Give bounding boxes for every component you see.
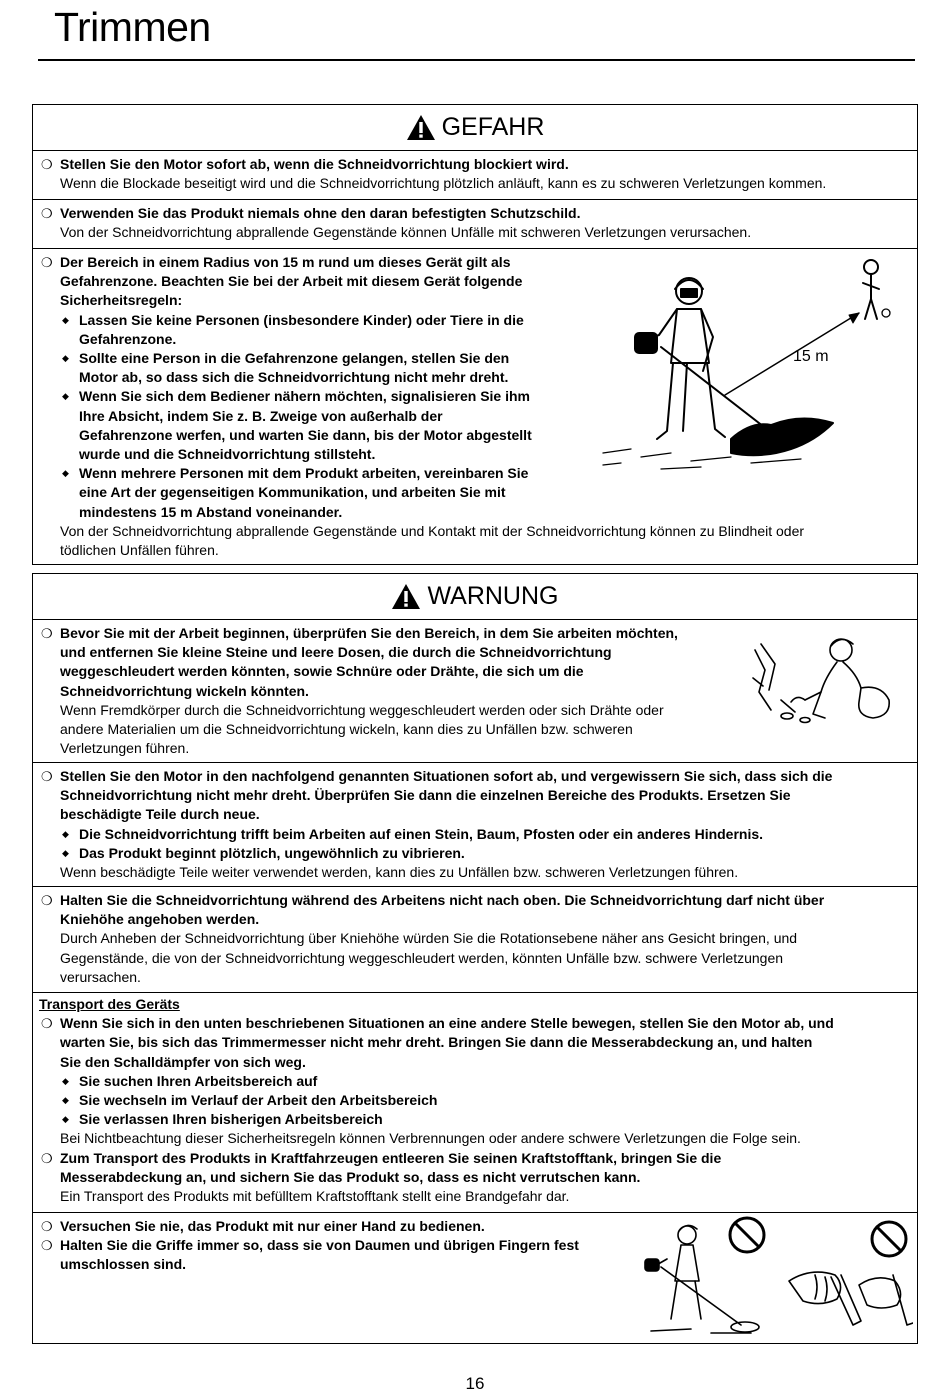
- warning-heading: [33, 574, 917, 620]
- circle-bullet-icon: ❍: [41, 893, 53, 908]
- sub-item: ◆ Das Produkt beginnt plötzlich, ungewöhnlich zu vibrieren.: [60, 844, 911, 863]
- diamond-bullet-icon: ◆: [62, 468, 69, 479]
- warning-box: [32, 573, 918, 1344]
- debris-cleanup-illustration: [751, 630, 901, 726]
- diamond-bullet-icon: ◆: [62, 314, 69, 325]
- sub-item: ◆ Wenn mehrere Personen mit dem Produkt arbeiten, vereinbaren Sie eine Art der gegenseitigen Kommunikation, und arbeiten Sie mit mindestens 15 m Abstand voneinander.: [62, 465, 529, 520]
- circle-bullet-icon: ❍: [41, 206, 53, 221]
- danger-item: ❍ Der Bereich in einem Radius von 15 m rund um dieses Gerät gilt als Gefahrenzone. Beachten Sie bei der Arbeit mit diesem Gerät folgende Sicherheitsregeln: ◆ Lassen Sie keine Personen (insbesondere Kinder) oder Tiere in die Gefahrenzone. ◆ Sollte eine Person in die Gefahrenzone gelangen, stellen Sie den Motor ab, so dass sich die Schneidvorrichtung nicht mehr dreht. ◆ Wenn Sie sich dem Bediener nähern möchten, signalisieren Sie ihm Ihre Absicht, indem Sie z. B. Zweige von außerhalb der Gefahrenzone werfen, und warten Sie dann, bis der Motor abgestellt wurde und die Schneidvorrichtung stillsteht. ◆ Wenn mehrere Personen mit dem Produkt arbeiten, vereinbaren Sie eine Art der gegenseitigen Kommunikation, und arbeiten Sie mit mindestens 15 m Abstand voneinander. Von der Schneidvorrichtung abprallende Gegenstände und Kontakt mit der Schneidvorrichtung können zu Blindheit oder tödlichen Unfällen führen. 15 m: [33, 249, 917, 565]
- grip-illustration: [631, 1215, 913, 1339]
- circle-bullet-icon: ❍: [41, 1016, 53, 1032]
- circle-bullet-icon: ❍: [41, 1238, 53, 1254]
- circle-bullet-icon: ❍: [41, 157, 53, 172]
- distance-label: 15 m: [793, 348, 829, 365]
- circle-bullet-icon: ❍: [41, 1150, 53, 1166]
- warning-heading-text: WARNUNG: [427, 582, 559, 610]
- diamond-bullet-icon: ◆: [62, 353, 69, 364]
- circle-bullet-icon: ❍: [41, 255, 53, 270]
- page-number: 16: [465, 1374, 485, 1393]
- danger-zone-illustration: [601, 253, 906, 478]
- sub-item: ◆ Wenn Sie sich dem Bediener nähern möchten, signalisieren Sie ihm Ihre Absicht, indem Sie z. B. Zweige von außerhalb der Gefahrenzone werfen, und warten Sie dann, bis der Motor abgestellt wurde und die Schneidvorrichtung stillsteht.: [62, 388, 532, 463]
- danger-heading-text: GEFAHR: [441, 113, 545, 141]
- warning-item: ❍ Stellen Sie den Motor in den nachfolgend genannten Situationen sofort ab, und vergewissern Sie sich, dass sich die Schneidvorrichtung nicht mehr dreht. Überprüfen Sie dann die einzelnen Bereiche des Produkts. Ersetzen Sie beschädigte Teile durch neue. ◆ Die Schneidvorrichtung trifft beim Arbeiten auf einen Stein, Baum, Pfosten oder ein anderes Hindernis. ◆ Das Produkt beginnt plötzlich, ungewöhnlich zu vibrieren. Wenn beschädigte Teile weiter verwendet werden, kann dies zu Unfällen bzw. schweren Verletzungen führen.: [33, 763, 917, 887]
- sub-item: ◆ Die Schneidvorrichtung trifft beim Arbeiten auf einen Stein, Baum, Pfosten oder ein anderes Hindernis.: [60, 825, 911, 844]
- danger-box: [32, 104, 918, 565]
- warning-item: ❍ Bevor Sie mit der Arbeit beginnen, überprüfen Sie den Bereich, in dem Sie arbeiten möchten, und entfernen Sie kleine Steine und leere Dosen, die durch die Schneidvorrichtung weggeschleudert werden könnten, sowie Schnüre oder Drähte, die sich um die Schneidvorrichtung wickeln könnten. Wenn Fremdkörper durch die Schneidvorrichtung weggeschleudert werden oder sich Drähte oder andere Materialien um die Schneidvorrichtung wickeln, kann dies zu Unfällen bzw. schweren Verletzungen führen.: [33, 620, 917, 763]
- warning-triangle-icon: [391, 583, 421, 610]
- danger-item: ❍ Stellen Sie den Motor sofort ab, wenn die Schneidvorrichtung blockiert wird. Wenn die Blockade beseitigt wird und die Schneidvorrichtung plötzlich anläuft, kann es zu schweren Verletzungen kommen.: [33, 151, 917, 200]
- diamond-bullet-icon: ◆: [62, 1075, 69, 1086]
- danger-heading: [33, 105, 917, 151]
- prohibited-icon: [730, 1218, 764, 1252]
- warning-item-transport: Transport des Geräts ❍ Wenn Sie sich in den unten beschriebenen Situationen an eine andere Stelle bewegen, stellen Sie den Motor ab, und warten Sie, bis sich das Trimmermesser nicht mehr dreht. Bringen Sie dann die Messerabdeckung an, und halten Sie den Schalldämpfer von sich weg. ◆ Sie suchen Ihren Arbeitsbereich auf ◆ Sie wechseln im Verlauf der Arbeit den Arbeitsbereich ◆ Sie verlassen Ihren bisherigen Arbeitsbereich Bei Nichtbeachtung dieser Sicherheitsregeln können Verbrennungen oder andere schwere Verletzungen die Folge sein. ❍ Zum Transport des Produkts in Kraftfahrzeugen entleeren Sie seinen Kraftstofftank, bringen Sie die Messerabdeckung an, und sichern Sie das Produkt so, dass es nicht verrutschen kann. Ein Transport des Produkts mit befülltem Kraftstofftank stellt eine Brandgefahr dar.: [33, 993, 917, 1213]
- sub-item: ◆ Lassen Sie keine Personen (insbesondere Kinder) oder Tiere in die Gefahrenzone.: [62, 311, 524, 347]
- danger-item: ❍ Verwenden Sie das Produkt niemals ohne den daran befestigten Schutzschild. Von der Schneidvorrichtung abprallende Gegenstände können Unfälle mit schweren Verletzungen verursachen.: [33, 200, 917, 249]
- sub-item: ◆ Sollte eine Person in die Gefahrenzone gelangen, stellen Sie den Motor ab, so dass sich die Schneidvorrichtung nicht mehr dreht.: [62, 350, 510, 386]
- warning-item: ❍ Halten Sie die Schneidvorrichtung während des Arbeitens nicht nach oben. Die Schneidvorrichtung darf nicht über Kniehöhe angehoben werden. Durch Anheben der Schneidvorrichtung über Kniehöhe würden Sie die Rotationsebene näher ans Gesicht bringen, und Gegenstände, die von der Schneidvorrichtung weggeschleudert werden, könnten Unfälle bzw. schwere Verletzungen verursachen.: [33, 887, 917, 993]
- sub-item: ◆ Sie suchen Ihren Arbeitsbereich auf: [60, 1072, 911, 1091]
- diamond-bullet-icon: ◆: [62, 847, 69, 858]
- diamond-bullet-icon: ◆: [62, 391, 69, 402]
- warning-triangle-icon: [406, 114, 436, 141]
- circle-bullet-icon: ❍: [41, 769, 53, 784]
- diamond-bullet-icon: ◆: [62, 1114, 69, 1125]
- title-divider: [38, 59, 915, 61]
- circle-bullet-icon: ❍: [41, 1219, 53, 1234]
- circle-bullet-icon: ❍: [41, 626, 53, 641]
- diamond-bullet-icon: ◆: [62, 1095, 69, 1106]
- sub-item: ◆ Sie verlassen Ihren bisherigen Arbeitsbereich: [60, 1110, 911, 1129]
- diamond-bullet-icon: ◆: [62, 828, 69, 839]
- page-title: Trimmen: [54, 4, 211, 50]
- warning-item-grip: ❍ Versuchen Sie nie, das Produkt mit nur einer Hand zu bedienen. ❍ Halten Sie die Griffe immer so, dass sie von Daumen und übrigen Fingern fest umschlossen sind.: [33, 1213, 917, 1343]
- prohibited-icon: [872, 1222, 906, 1256]
- sub-item: ◆ Sie wechseln im Verlauf der Arbeit den Arbeitsbereich: [60, 1091, 911, 1110]
- section-heading: Transport des Geräts: [39, 996, 180, 1012]
